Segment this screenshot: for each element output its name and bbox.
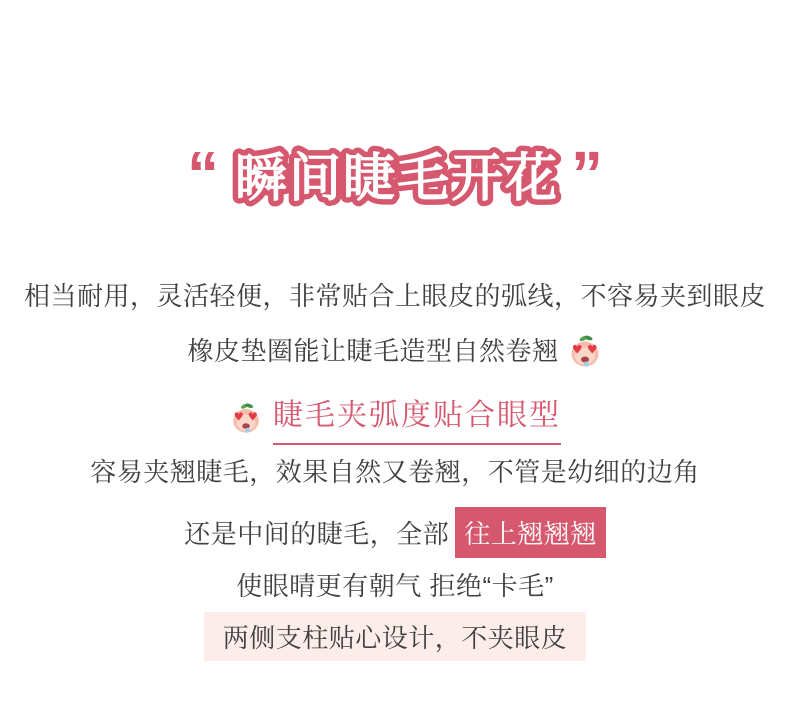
body-line-durability-text: 相当耐用，灵活轻便，非常贴合上眼皮的弧线，不容易夹到眼皮 <box>23 281 766 311</box>
body-line-curl-up-prefix: 还是中间的睫毛，全部 <box>184 519 450 549</box>
body-line-durability <box>0 276 790 313</box>
heading-curve-fit <box>0 390 790 445</box>
svg-text:♥: ♥ <box>233 409 245 424</box>
svg-text:♥: ♥ <box>586 342 598 357</box>
footer-note-row <box>0 612 790 661</box>
body-line-easy-curl-text: 容易夹翘睫毛，效果自然又卷翘，不管是幼细的边角 <box>90 457 700 487</box>
heart-eyes-peach-emoji <box>567 333 603 369</box>
body-line-bright-eyes <box>0 566 790 603</box>
svg-text:♥: ♥ <box>571 342 583 357</box>
title-outlined-text <box>85 118 705 228</box>
title-open-quote: “ <box>186 138 219 210</box>
body-line-easy-curl <box>0 452 790 489</box>
svg-text:♥: ♥ <box>247 409 259 424</box>
title-close-quote: ” <box>571 138 604 210</box>
heart-eyes-peach-emoji <box>229 401 263 435</box>
highlight-curl-up: 往上翘翘翘 <box>455 507 606 558</box>
body-line-rubber-pad <box>0 331 790 369</box>
title-text: 瞬间睫毛开花 <box>234 150 560 208</box>
page-title <box>0 118 790 228</box>
heading-curve-fit-text: 睫毛夹弧度贴合眼型 <box>273 390 561 445</box>
svg-text:“瞬间睫毛开花” <box>187 138 603 210</box>
body-line-bright-eyes-text: 使眼晴更有朝气 拒绝“卡毛” <box>236 571 554 601</box>
body-line-rubber-pad-text: 橡皮垫圈能让睫毛造型自然卷翘 <box>187 336 559 366</box>
footer-note-pink-bar: 两侧支柱贴心设计，不夹眼皮 <box>204 612 587 661</box>
body-line-curl-up <box>0 507 790 558</box>
